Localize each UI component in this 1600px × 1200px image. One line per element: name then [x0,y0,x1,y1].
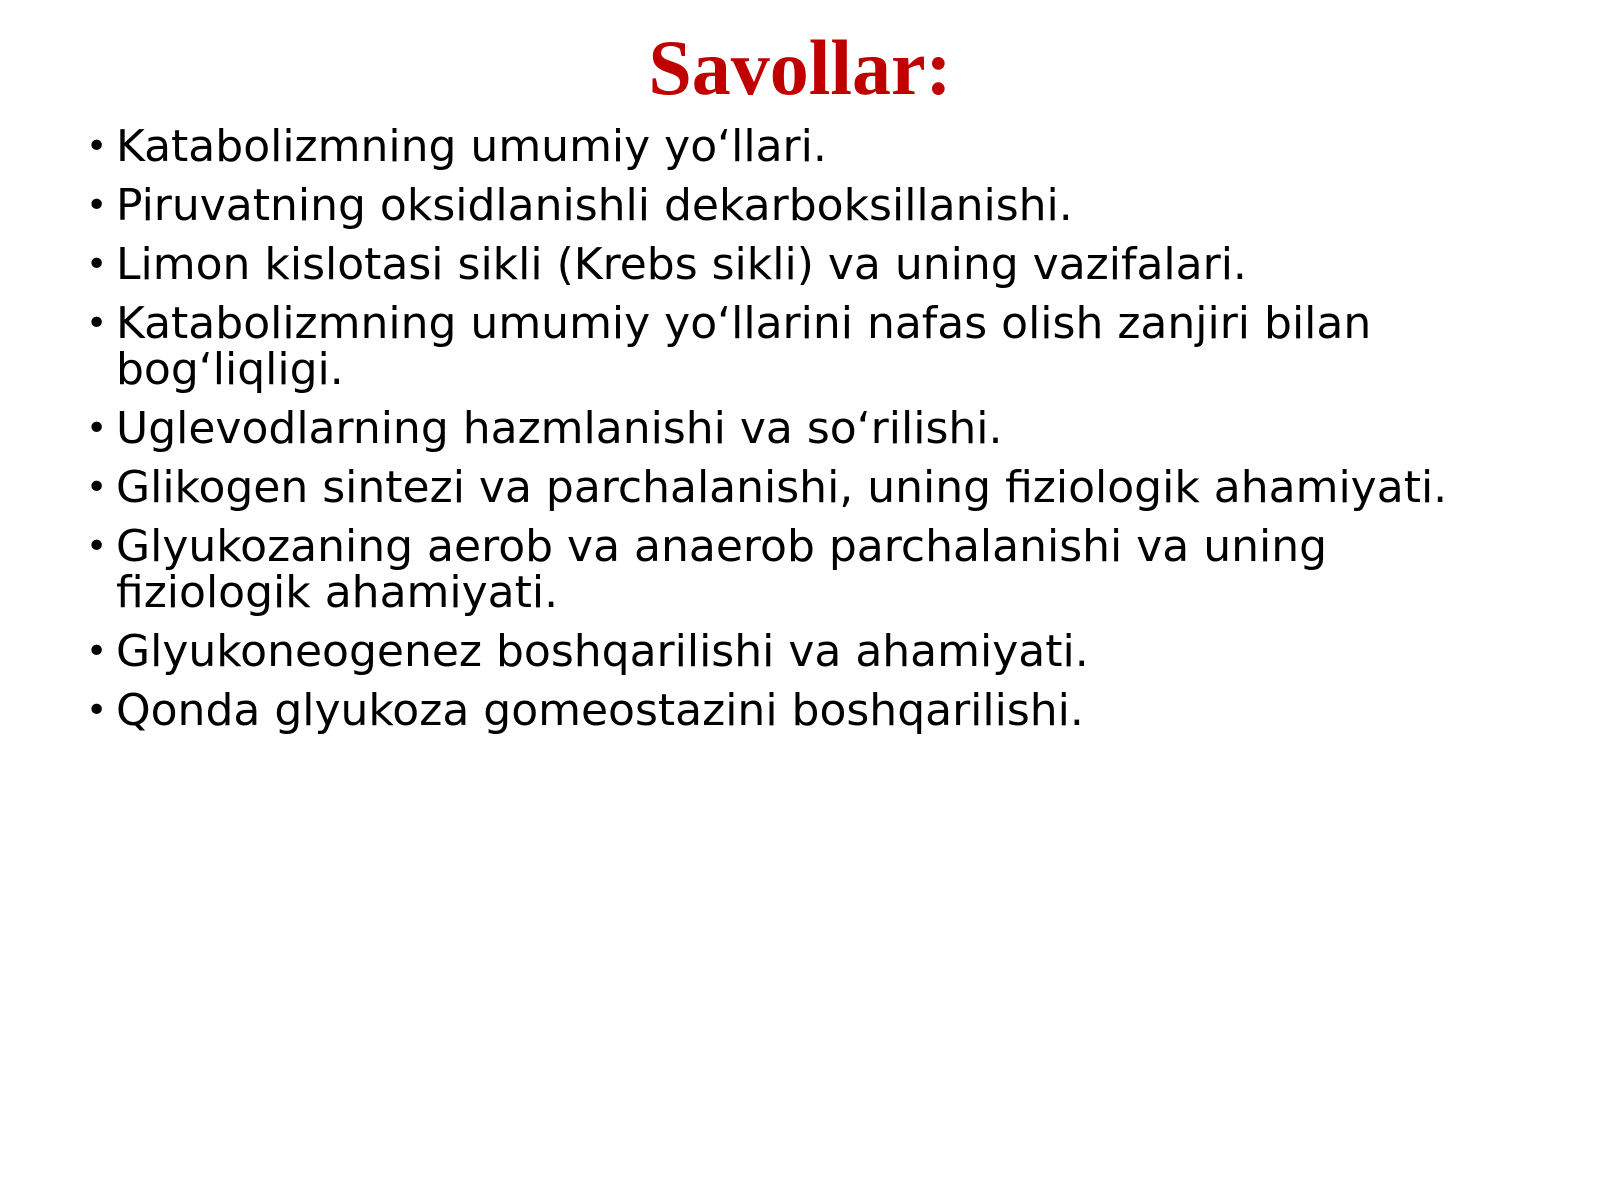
question-item [86,298,1526,395]
question-item [86,239,1526,290]
question-item [86,403,1526,454]
question-text: Glikogen sintezi va parchalanishi, uning fiziologik ahamiyati. [116,462,1448,513]
question-text: Katabolizmning umumiy yo‘llarini nafas olish zanjiri bilan bog‘liqligi. [116,298,1372,395]
bullet-icon: • [86,526,108,567]
bullet-icon: • [86,303,108,344]
bullet-icon: • [86,126,108,167]
bullet-icon: • [86,631,108,672]
question-item [86,685,1526,736]
bullet-icon: • [86,408,108,449]
question-text: Glyukozaning aerob va anaerob parchalanishi va uning fiziologik ahamiyati. [116,521,1328,618]
question-text: Limon kislotasi sikli (Krebs sikli) va uning vazifalari. [116,239,1247,290]
bullet-icon: • [86,185,108,226]
question-item [86,462,1526,513]
bullet-icon: • [86,244,108,285]
question-item [86,121,1526,172]
question-item [86,180,1526,231]
question-item [86,521,1526,618]
question-list [86,121,1526,747]
question-item [86,626,1526,677]
question-text: Glyukoneogenez boshqarilishi va ahamiyati. [116,626,1089,677]
question-text: Uglevodlarning hazmlanishi va so‘rilishi. [116,403,1003,454]
bullet-icon: • [86,467,108,508]
slide-title: Savollar: [648,24,952,111]
bullet-icon: • [86,690,108,731]
question-text: Katabolizmning umumiy yo‘llari. [116,121,827,172]
question-text: Piruvatning oksidlanishli dekarboksillanishi. [116,180,1073,231]
question-text: Qonda glyukoza gomeostazini boshqarilishi. [116,685,1084,736]
